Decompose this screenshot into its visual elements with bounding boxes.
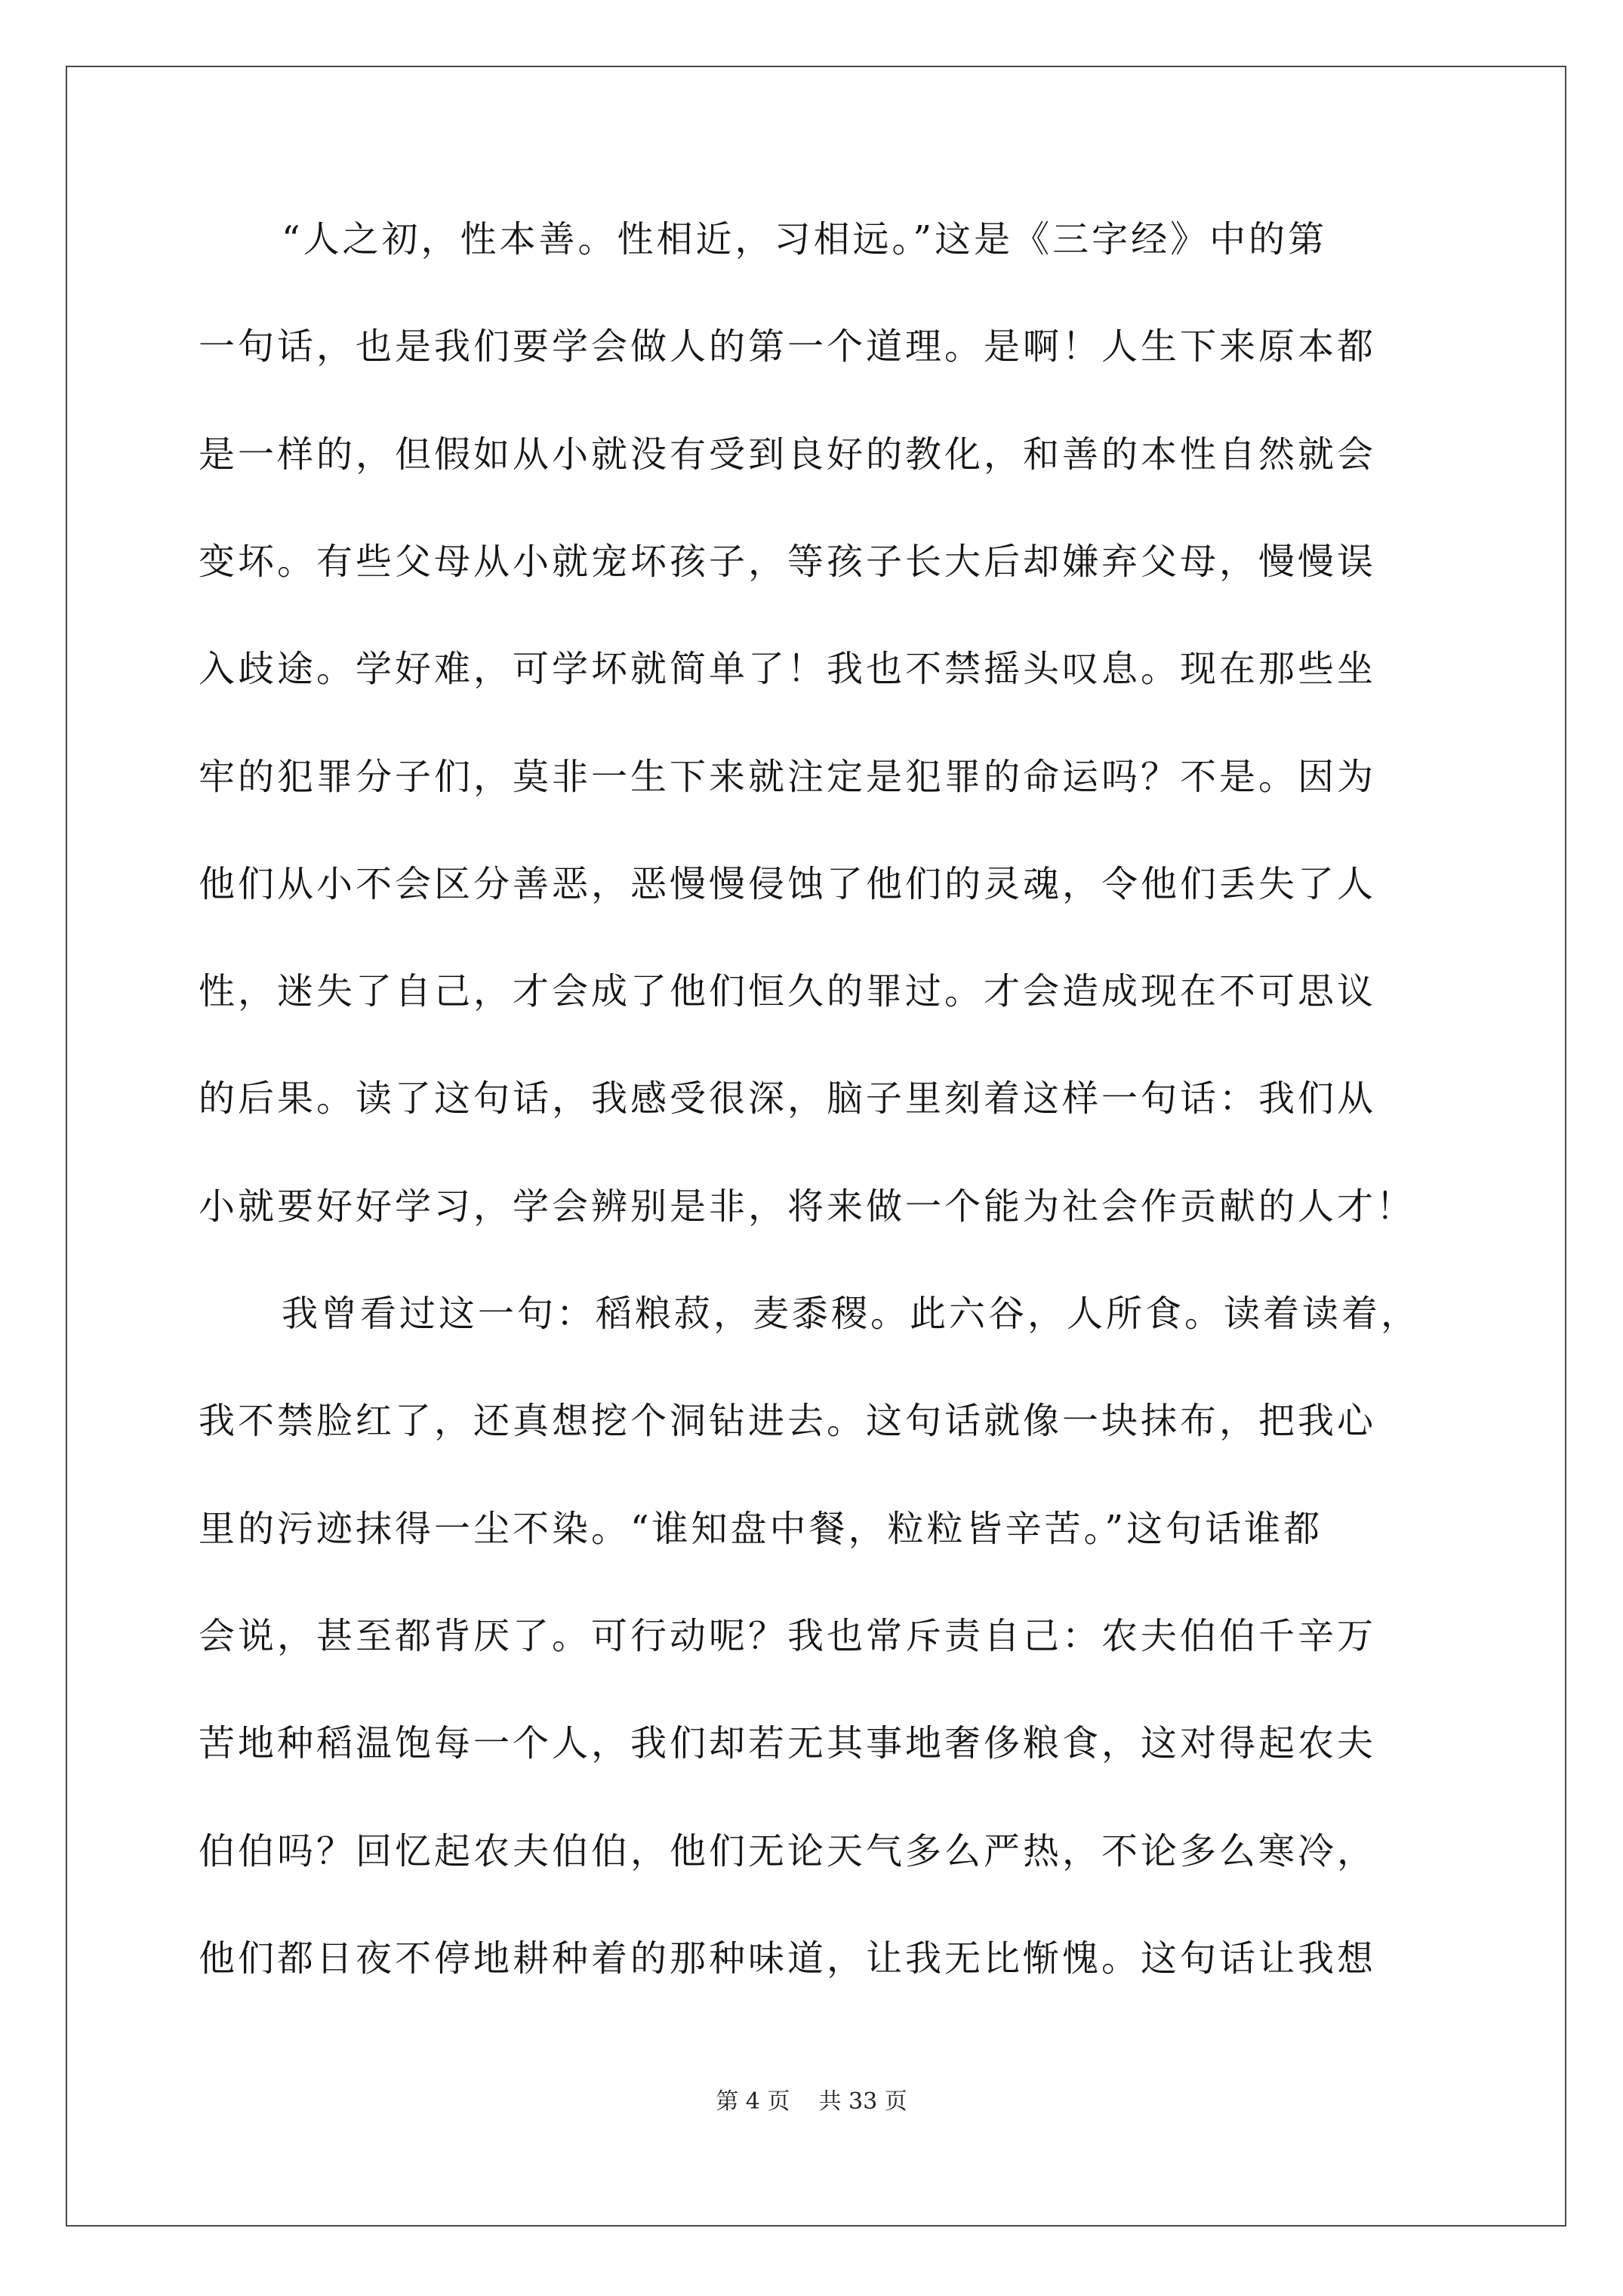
text-line: 伯伯吗？回忆起农夫伯伯，他们无论天气多么严热，不论多么寒冷，	[199, 1830, 1377, 1872]
text-line: 我不禁脸红了，还真想挖个洞钻进去。这句话就像一块抹布，把我心	[199, 1400, 1377, 1442]
text-line: 我曾看过这一句：稻粮菽，麦黍稷。此六谷，人所食。读着读着，	[282, 1293, 1421, 1335]
text-line: 性，迷失了自己，才会成了他们恒久的罪过。才会造成现在不可思议	[199, 970, 1377, 1012]
text-line: 一句话，也是我们要学会做人的第一个道理。是啊！人生下来原本都	[199, 325, 1377, 368]
text-line: 是一样的，但假如从小就没有受到良好的教化，和善的本性自然就会	[199, 433, 1377, 476]
text-line: 他们从小不会区分善恶，恶慢慢侵蚀了他们的灵魂，令他们丢失了人	[199, 863, 1377, 905]
text-line: 他们都日夜不停地耕种着的那种味道，让我无比惭愧。这句话让我想	[199, 1937, 1377, 1980]
text-line: 入歧途。学好难，可学坏就简单了！我也不禁摇头叹息。现在那些坐	[199, 648, 1377, 690]
text-line: “人之初，性本善。性相近，习相远。”这是《三字经》中的第	[282, 218, 1328, 260]
text-line: 里的污迹抹得一尘不染。“谁知盘中餐，粒粒皆辛苦。”这句话谁都	[199, 1508, 1323, 1550]
text-line: 小就要好好学习，学会辨别是非，将来做一个能为社会作贡献的人才！	[199, 1185, 1416, 1228]
text-line: 牢的犯罪分子们，莫非一生下来就注定是犯罪的命运吗？不是。因为	[199, 756, 1377, 798]
text-line: 会说，甚至都背厌了。可行动呢？我也常斥责自己：农夫伯伯千辛万	[199, 1615, 1377, 1657]
page-border	[66, 66, 1566, 2227]
page-footer: 第 4 页 共 33 页	[716, 2088, 907, 2115]
text-line: 变坏。有些父母从小就宠坏孩子，等孩子长大后却嫌弃父母，慢慢误	[199, 541, 1377, 583]
text-line: 苦地种稻温饱每一个人，我们却若无其事地奢侈粮食，这对得起农夫	[199, 1722, 1377, 1764]
text-line: 的后果。读了这句话，我感受很深，脑子里刻着这样一句话：我们从	[199, 1077, 1377, 1120]
